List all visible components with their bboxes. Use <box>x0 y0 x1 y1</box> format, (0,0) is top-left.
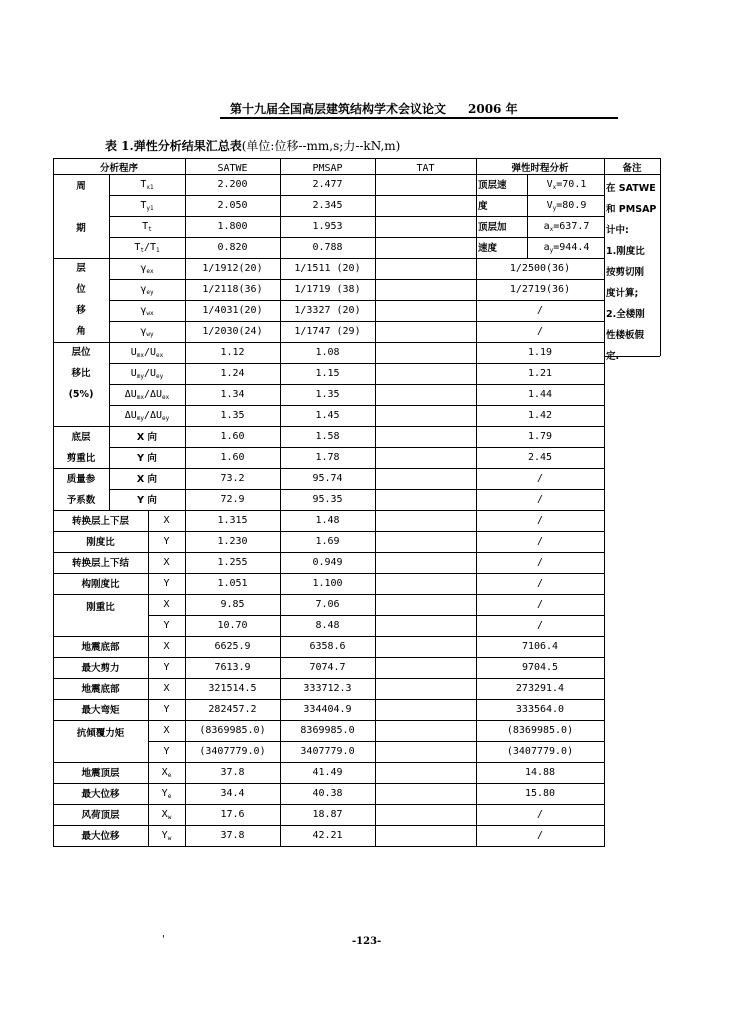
lower-group-label: 最大剪力 <box>81 663 120 674</box>
lower-satwe: 17.6 <box>220 809 245 820</box>
period-th-value: $V_x=70.1$ <box>546 179 587 191</box>
group-rule <box>53 552 604 553</box>
disp-ratio-th: 1.19 <box>527 347 553 358</box>
stray-mark: ' <box>162 934 165 945</box>
row-rule <box>148 699 604 700</box>
drift-th: 1/2719(36) <box>509 284 571 295</box>
mass_factor-group-label: 质量参 <box>66 474 96 485</box>
mass_factor-pmsap: 95.74 <box>312 473 343 484</box>
disp-ratio-group-label: 层位 <box>71 347 91 358</box>
lower-th: / <box>536 809 544 820</box>
lower-pmsap: 7074.7 <box>309 662 346 673</box>
row-rule <box>375 237 604 238</box>
disp-ratio-label: $\Delta U_{mx}/\Delta U_{ex}$ <box>124 389 170 401</box>
lower-pmsap: 3407779.0 <box>300 746 355 757</box>
lower-satwe: 6625.9 <box>214 641 251 652</box>
drift-th: / <box>536 305 544 316</box>
disp-ratio-pmsap: 1.15 <box>315 368 340 379</box>
disp-ratio-th: 1.44 <box>527 389 553 400</box>
disp-ratio-group-label: 移比 <box>71 368 91 379</box>
lower-group-label: 最大弯矩 <box>81 705 120 716</box>
row-rule <box>109 237 375 238</box>
note-line: 性楼板假 <box>606 330 645 341</box>
lower-pmsap: 40.38 <box>312 788 343 799</box>
lower-satwe: (3407779.0) <box>199 746 266 757</box>
group-rule <box>53 762 604 763</box>
lower-dir: $X_e$ <box>161 767 172 779</box>
drift-group-label: 层 <box>76 263 86 274</box>
lower-th: 15.80 <box>524 788 556 799</box>
header-satwe: SATWE <box>217 163 248 174</box>
lower-th: / <box>536 536 544 547</box>
note-line: 2.全楼刚 <box>606 309 645 320</box>
lower-th: / <box>536 557 544 568</box>
base_shear-pmsap: 1.78 <box>315 452 340 463</box>
period-pmsap: 2.345 <box>312 200 343 211</box>
drift-th: / <box>536 326 544 337</box>
drift-group-label: 位 <box>76 284 86 295</box>
header-time-history: 弹性时程分析 <box>511 163 569 174</box>
lower-th: / <box>536 620 544 631</box>
lower-th: 7106.4 <box>521 641 559 652</box>
row-rule <box>109 405 604 406</box>
lower-th: / <box>536 830 544 841</box>
period-th-label: 顶层加 <box>478 222 507 233</box>
lower-group-label: 刚度比 <box>86 537 115 548</box>
lower-group-label: 构刚度比 <box>81 579 120 590</box>
mass_factor-th: / <box>536 473 544 484</box>
lower-dir: X <box>163 725 170 736</box>
lower-pmsap: 1.69 <box>315 536 340 547</box>
period-label: $T_{x1}$ <box>140 179 154 191</box>
disp-ratio-label: $\Delta U_{my}/\Delta U_{ey}$ <box>124 410 170 422</box>
lower-group-label: 刚重比 <box>86 602 115 613</box>
col-satwe-rule <box>185 158 186 847</box>
drift-group-label: 角 <box>76 326 86 337</box>
lower-satwe: (8369985.0) <box>199 725 266 736</box>
drift-pmsap: 1/1511 (20) <box>294 263 361 274</box>
period-th-value: $a_y=944.4$ <box>543 242 590 254</box>
lower-dir: Y <box>163 746 170 757</box>
row-rule <box>148 531 604 532</box>
lower-th: (8369985.0) <box>506 725 574 736</box>
period-label: $T_t/T_1$ <box>134 242 160 254</box>
lower-satwe: 37.8 <box>220 830 245 841</box>
base_shear-th: 2.45 <box>527 452 553 463</box>
lower-dir: $Y_w$ <box>161 830 172 842</box>
lower-dir: Y <box>163 620 170 631</box>
period-label: $T_{y1}$ <box>140 200 154 212</box>
lower-pmsap: 8369985.0 <box>300 725 355 736</box>
base_shear-group-label: 剪重比 <box>66 453 96 464</box>
lower-group-label: 地震底部 <box>81 684 120 695</box>
lower-th: / <box>536 578 544 589</box>
drift-th: 1/2500(36) <box>509 263 571 274</box>
period-th-label: 度 <box>478 201 488 212</box>
lower-satwe: 10.70 <box>217 620 248 631</box>
lower-satwe: 37.8 <box>220 767 245 778</box>
lower-th: 9704.5 <box>521 662 559 673</box>
lower-satwe: 1.230 <box>217 536 248 547</box>
row-rule <box>109 489 604 490</box>
drift-satwe: 1/4031(20) <box>202 305 263 316</box>
drift-label: $\gamma_{wx}$ <box>140 305 154 317</box>
drift-pmsap: 1/1719 (38) <box>294 284 361 295</box>
row-rule <box>109 384 604 385</box>
table-top-rule <box>53 158 660 159</box>
row-rule <box>148 783 604 784</box>
row-rule <box>109 300 604 301</box>
mass_factor-satwe: 72.9 <box>220 494 245 505</box>
lower-group-label: 转换层上下层 <box>71 516 129 527</box>
period-pmsap: 0.788 <box>312 242 343 253</box>
lower-group-label: 地震顶层 <box>81 768 120 779</box>
lower-dir: Y <box>163 704 170 715</box>
disp-ratio-pmsap: 1.35 <box>315 389 340 400</box>
header-rule <box>53 174 660 175</box>
row-rule <box>53 531 148 532</box>
note-line: 和 PMSAP <box>606 204 657 215</box>
lower-satwe: 321514.5 <box>208 683 257 694</box>
lower-th: 273291.4 <box>515 683 565 694</box>
lower-pmsap: 42.21 <box>312 830 343 841</box>
group-rule <box>53 678 604 679</box>
col-pmsap-rule <box>280 158 281 847</box>
drift-satwe: 1/1912(20) <box>202 263 263 274</box>
row-rule <box>109 216 375 217</box>
base_shear-pmsap: 1.58 <box>315 431 340 442</box>
row-rule <box>109 363 604 364</box>
caption-units: (单位:位移--mm,s;力--kN,m) <box>241 139 401 153</box>
lower-dir: X <box>163 515 170 526</box>
header-rule <box>220 117 618 119</box>
period-satwe: 2.050 <box>217 200 248 211</box>
period-satwe: 0.820 <box>217 242 248 253</box>
row-rule <box>109 447 604 448</box>
row-rule <box>109 321 604 322</box>
period-th-value: $V_y=80.9$ <box>546 200 587 212</box>
lower-th: / <box>536 599 544 610</box>
lower-dir: $X_w$ <box>161 809 172 821</box>
mass_factor-label: X 向 <box>136 474 158 485</box>
base_shear-label: Y 向 <box>137 453 157 464</box>
row-rule <box>53 783 148 784</box>
drift-pmsap: 1/1747 (29) <box>294 326 361 337</box>
base_shear-satwe: 1.60 <box>220 431 245 442</box>
drift-label: $\gamma_{ex}$ <box>140 263 154 275</box>
period-group-label: 周 <box>76 181 86 192</box>
col-th-mid-rule <box>527 174 528 258</box>
caption-title: 表 1.弹性分析结果汇总表 <box>105 139 242 153</box>
group-rule <box>53 510 604 511</box>
lower-dir: X <box>163 557 170 568</box>
lower-th: (3407779.0) <box>506 746 574 757</box>
row-rule <box>109 279 604 280</box>
drift-pmsap: 1/3327 (20) <box>294 305 361 316</box>
lower-dir: X <box>163 641 170 652</box>
lower-pmsap: 0.949 <box>312 557 343 568</box>
row-rule <box>53 699 148 700</box>
table-left-rule <box>53 158 54 847</box>
base_shear-th: 1.79 <box>527 431 553 442</box>
lower-dir: $Y_e$ <box>161 788 172 800</box>
base_shear-label: X 向 <box>136 432 158 443</box>
group-rule <box>53 594 604 595</box>
lower-pmsap: 333712.3 <box>303 683 352 694</box>
drift-label: $\gamma_{wy}$ <box>140 326 154 338</box>
drift-satwe: 1/2118(36) <box>202 284 263 295</box>
lower-satwe: 34.4 <box>220 788 245 799</box>
base_shear-satwe: 1.60 <box>220 452 245 463</box>
group-rule <box>53 804 604 805</box>
lower-dir: Y <box>163 662 170 673</box>
note-line: 计中: <box>606 225 629 236</box>
period-pmsap: 2.477 <box>312 179 343 190</box>
row-rule <box>148 573 604 574</box>
disp-ratio-th: 1.21 <box>527 368 553 379</box>
lower-satwe: 282457.2 <box>208 704 257 715</box>
drift-group-label: 移 <box>76 305 86 316</box>
row-rule <box>109 195 375 196</box>
disp-ratio-label: $U_{my}/U_{ey}$ <box>130 368 164 380</box>
disp-ratio-label: $U_{mx}/U_{ex}$ <box>130 347 164 359</box>
lower-group-label: 转换层上下结 <box>71 558 129 569</box>
lower-dir: Y <box>163 578 170 589</box>
row-rule <box>148 741 604 742</box>
group-rule <box>53 846 604 847</box>
period-satwe: 1.800 <box>217 221 248 232</box>
lower-pmsap: 1.48 <box>315 515 340 526</box>
base_shear-group-label: 底层 <box>71 432 91 443</box>
lower-group-label: 风荷顶层 <box>81 810 120 821</box>
table-caption <box>105 137 400 154</box>
note-line: 在 SATWE <box>606 183 656 194</box>
lower-satwe: 1.315 <box>217 515 248 526</box>
header-note: 备注 <box>622 163 642 174</box>
col-tat-rule <box>375 158 376 847</box>
disp-ratio-satwe: 1.24 <box>220 368 245 379</box>
table-right-rule <box>660 158 661 356</box>
drift-label: $\gamma_{ey}$ <box>140 284 154 296</box>
mass_factor-group-label: 予系数 <box>66 495 96 506</box>
lower-dir: Y <box>163 536 170 547</box>
col-dir-rule <box>148 510 149 846</box>
disp-ratio-satwe: 1.35 <box>220 410 245 421</box>
lower-satwe: 7613.9 <box>214 662 251 673</box>
lower-group-label: 最大位移 <box>81 789 120 800</box>
lower-satwe: 1.255 <box>217 557 248 568</box>
col-label-rule <box>109 174 110 510</box>
period-pmsap: 1.953 <box>312 221 343 232</box>
header-pmsap: PMSAP <box>312 163 343 174</box>
header-year: 2006 年 <box>468 102 518 116</box>
disp-ratio-group-label: (5%) <box>68 389 94 400</box>
header-title: 第十九届全国高层建筑结构学术会议论文 <box>230 102 447 116</box>
header-tat: TAT <box>416 163 435 174</box>
journal-header <box>230 100 610 117</box>
lower-pmsap: 7.06 <box>315 599 340 610</box>
mass_factor-pmsap: 95.35 <box>312 494 343 505</box>
lower-group-label: 地震底部 <box>81 642 120 653</box>
row-rule <box>53 573 148 574</box>
col-th-rule <box>476 158 477 847</box>
lower-pmsap: 8.48 <box>315 620 340 631</box>
row-rule <box>53 825 148 826</box>
lower-th: 14.88 <box>524 767 556 778</box>
period-satwe: 2.200 <box>217 179 248 190</box>
disp-ratio-pmsap: 1.08 <box>315 347 340 358</box>
disp-ratio-satwe: 1.12 <box>220 347 245 358</box>
lower-group-label: 抗倾覆力矩 <box>76 728 125 739</box>
period-th-label: 顶层速 <box>478 180 507 191</box>
period-group-label: 期 <box>76 223 86 234</box>
row-rule <box>53 657 148 658</box>
lower-th: 333564.0 <box>515 704 565 715</box>
row-rule <box>148 825 604 826</box>
group-rule <box>53 468 604 469</box>
note-line: 度计算; <box>606 288 639 299</box>
group-rule <box>53 258 604 259</box>
lower-pmsap: 334404.9 <box>303 704 352 715</box>
lower-pmsap: 6358.6 <box>309 641 346 652</box>
page-number: -123- <box>352 936 382 947</box>
lower-pmsap: 1.100 <box>312 578 343 589</box>
disp-ratio-pmsap: 1.45 <box>315 410 340 421</box>
disp-ratio-satwe: 1.34 <box>220 389 245 400</box>
period-label: $T_t$ <box>142 221 152 233</box>
lower-dir: X <box>163 683 170 694</box>
note-line: 定. <box>606 351 620 362</box>
row-rule <box>375 216 604 217</box>
header-program: 分析程序 <box>99 163 138 174</box>
group-rule <box>53 720 604 721</box>
row-rule <box>148 657 604 658</box>
lower-pmsap: 18.87 <box>312 809 343 820</box>
lower-satwe: 9.85 <box>220 599 245 610</box>
note-left-rule <box>604 158 605 847</box>
group-rule <box>53 636 604 637</box>
lower-group-label: 最大位移 <box>81 831 120 842</box>
mass_factor-label: Y 向 <box>137 495 157 506</box>
group-rule <box>53 426 604 427</box>
lower-pmsap: 41.49 <box>312 767 343 778</box>
drift-satwe: 1/2030(24) <box>202 326 263 337</box>
period-th-label: 速度 <box>478 243 498 254</box>
disp-ratio-th: 1.42 <box>527 410 553 421</box>
period-th-value: $a_x=637.7$ <box>543 221 590 233</box>
mass_factor-th: / <box>536 494 544 505</box>
note-line: 1.刚度比 <box>606 246 645 257</box>
lower-satwe: 1.051 <box>217 578 248 589</box>
row-rule <box>148 615 604 616</box>
mass_factor-satwe: 73.2 <box>220 473 245 484</box>
row-rule <box>375 195 604 196</box>
lower-dir: X <box>163 599 170 610</box>
lower-th: / <box>536 515 544 526</box>
group-rule <box>53 342 604 343</box>
note-line: 按剪切刚 <box>606 267 645 278</box>
